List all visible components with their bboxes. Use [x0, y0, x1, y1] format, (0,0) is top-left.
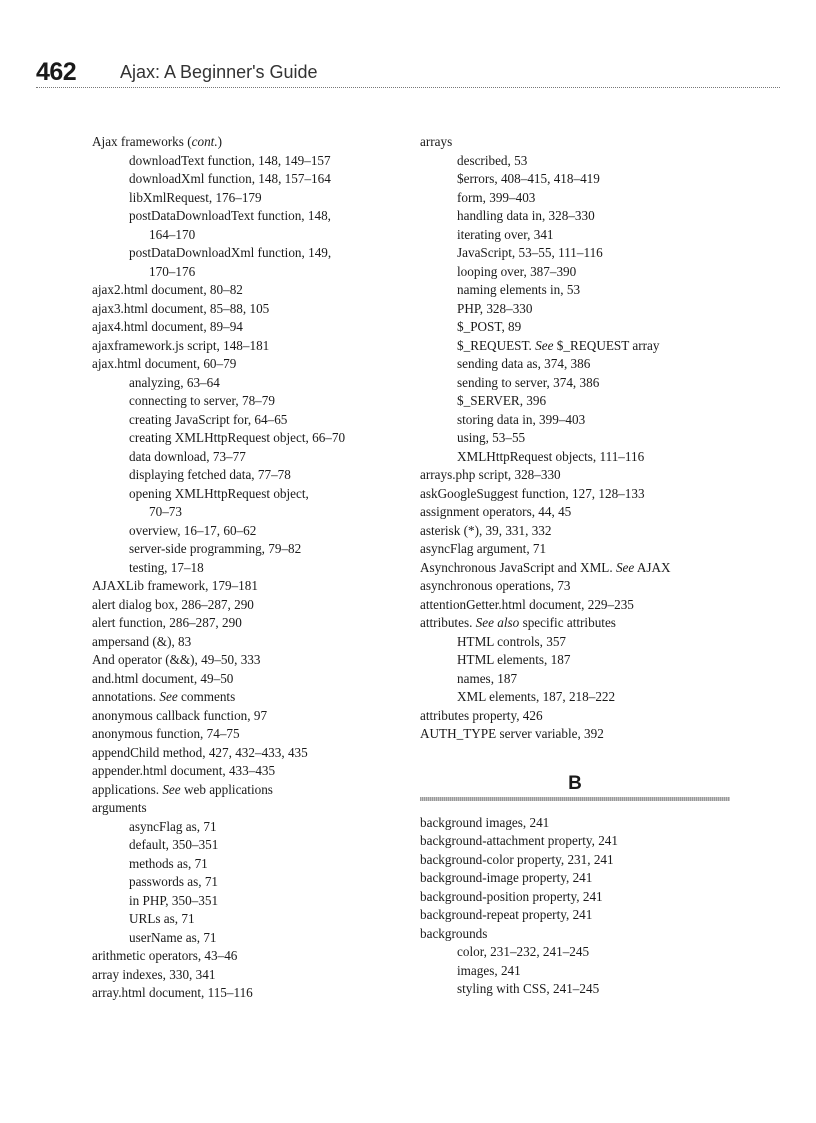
entry-text: naming elements in, 53	[457, 282, 581, 297]
entry-text: HTML elements, 187	[457, 652, 571, 667]
index-entry	[420, 596, 730, 615]
index-subentry	[420, 633, 730, 652]
entry-text: asyncFlag argument, 71	[420, 541, 547, 556]
entry-text: 164–170	[149, 226, 196, 242]
index-subentry	[92, 855, 392, 874]
entry-text: askGoogleSuggest function, 127, 128–133	[420, 485, 645, 501]
entry-text: sending data as, 374, 386	[457, 356, 591, 371]
entry-reference-target: AJAX	[634, 559, 671, 575]
index-subentry	[92, 374, 392, 393]
entry-text: alert dialog box, 286–287, 290	[92, 596, 254, 612]
index-subentry	[92, 485, 392, 504]
entry-text: postDataDownloadText function, 148,	[129, 208, 331, 223]
entry-text: analyzing, 63–64	[129, 374, 220, 390]
entry-text: creating JavaScript for, 64–65	[129, 411, 288, 427]
entry-text: postDataDownloadXml function, 149,	[129, 245, 332, 260]
entry-text: And operator (&&), 49–50, 333	[92, 652, 261, 667]
index-subentry	[420, 355, 730, 374]
entry-text: described, 53	[457, 152, 528, 168]
entry-text: backgrounds	[420, 925, 488, 941]
entry-text: looping over, 387–390	[457, 263, 577, 279]
entry-text: asynchronous operations, 73	[420, 578, 571, 593]
index-subentry	[92, 929, 392, 948]
index-entry	[420, 485, 730, 504]
index-subentry	[420, 429, 730, 448]
index-subentry	[420, 300, 730, 319]
entry-text: asterisk (*), 39, 331, 332	[420, 522, 552, 538]
entry-text: array indexes, 330, 341	[92, 966, 216, 982]
entry-text: testing, 17–18	[129, 559, 204, 575]
entry-text: libXmlRequest, 176–179	[129, 189, 262, 205]
entry-text: arithmetic operators, 43–46	[92, 948, 238, 963]
index-subentry	[420, 980, 730, 999]
index-subentry	[92, 466, 392, 485]
index-column-right	[420, 133, 730, 999]
index-subentry	[420, 688, 730, 707]
index-entry	[92, 596, 392, 615]
index-subentry	[420, 943, 730, 962]
entry-text: ajax3.html document, 85–88, 105	[92, 300, 270, 316]
index-subentry	[92, 873, 392, 892]
entry-text: data download, 73–77	[129, 448, 246, 464]
section-b-entries	[420, 814, 730, 999]
index-column-left	[92, 133, 392, 1003]
index-entry	[420, 906, 730, 925]
entry-text: 70–73	[149, 504, 182, 519]
entry-text: arrays	[420, 134, 453, 149]
index-entry	[420, 851, 730, 870]
index-subentry	[420, 152, 730, 171]
index-entry	[92, 651, 392, 670]
entry-text: background-repeat property, 241	[420, 907, 593, 922]
entry-text: appendChild method, 427, 432–433, 435	[92, 744, 308, 760]
index-subentry	[92, 503, 392, 522]
index-entry	[92, 300, 392, 319]
index-entry	[92, 577, 392, 596]
entry-text: arrays.php script, 328–330	[420, 467, 561, 482]
index-subentry	[92, 226, 392, 245]
entry-text: handling data in, 328–330	[457, 208, 595, 223]
entry-text: anonymous function, 74–75	[92, 726, 240, 741]
entry-text: passwords as, 71	[129, 874, 219, 889]
entry-text: asyncFlag as, 71	[129, 818, 217, 834]
index-entry	[420, 888, 730, 907]
entry-text: overview, 16–17, 60–62	[129, 522, 257, 538]
index-entry	[92, 966, 392, 985]
entry-text: XMLHttpRequest objects, 111–116	[457, 448, 645, 464]
entry-text: PHP, 328–330	[457, 300, 533, 316]
book-title: Ajax: A Beginner's Guide	[120, 62, 318, 82]
running-head	[36, 56, 780, 88]
entry-text: and.html document, 49–50	[92, 670, 234, 686]
index-subentry	[92, 170, 392, 189]
entry-reference-target: comments	[177, 689, 236, 704]
entry-text: $_SERVER, 396	[457, 393, 547, 408]
index-subentry	[420, 651, 730, 670]
cross-reference: See	[615, 559, 635, 575]
entry-text: displaying fetched data, 77–78	[129, 467, 291, 482]
section-divider	[420, 797, 730, 801]
index-subentry	[420, 962, 730, 981]
section-letter-b: B	[568, 772, 582, 794]
entry-text: XML elements, 187, 218–222	[457, 689, 616, 704]
entry-text: background images, 241	[420, 814, 550, 830]
index-entry	[92, 318, 392, 337]
entry-text: server-side programming, 79–82	[129, 541, 302, 556]
index-subentry	[420, 189, 730, 208]
entry-text: names, 187	[457, 670, 518, 686]
index-subentry	[92, 244, 392, 263]
index-subentry	[92, 207, 392, 226]
index-entry	[92, 984, 392, 1003]
index-entry	[92, 744, 392, 763]
index-subentry	[92, 540, 392, 559]
cross-reference: See	[162, 781, 181, 797]
cross-reference: See	[159, 689, 178, 704]
header-dotted-rule	[36, 87, 780, 88]
index-entry	[92, 947, 392, 966]
index-entry	[420, 614, 730, 633]
index-entry	[92, 781, 392, 800]
index-subentry	[420, 411, 730, 430]
entry-text: $_POST, 89	[457, 319, 522, 334]
index-entry	[92, 633, 392, 652]
entry-text: attentionGetter.html document, 229–235	[420, 596, 634, 612]
entry-text: storing data in, 399–403	[457, 411, 586, 427]
index-entry	[420, 725, 730, 744]
cross-reference: See also	[475, 615, 520, 630]
index-subentry	[92, 836, 392, 855]
entry-text: array.html document, 115–116	[92, 985, 253, 1000]
index-subentry	[92, 818, 392, 837]
entry-text: background-attachment property, 241	[420, 833, 618, 848]
index-entry	[92, 670, 392, 689]
index-subentry	[420, 448, 730, 467]
entry-text: styling with CSS, 241–245	[457, 981, 600, 996]
index-subentry	[420, 670, 730, 689]
section-a-continued	[420, 133, 730, 744]
entry-text: sending to server, 374, 386	[457, 374, 600, 390]
index-entry	[420, 577, 730, 596]
entry-reference-target: specific attributes	[519, 615, 616, 630]
entry-text: URLs as, 71	[129, 911, 195, 926]
index-entry	[420, 540, 730, 559]
entry-text: arguments	[92, 800, 147, 815]
index-subentry	[420, 318, 730, 337]
index-subentry	[92, 189, 392, 208]
entry-reference-target: web applications	[180, 781, 273, 797]
index-subentry	[420, 207, 730, 226]
index-subentry	[420, 244, 730, 263]
index-entry	[92, 725, 392, 744]
entry-text: Asynchronous JavaScript and XML.	[420, 559, 616, 575]
index-subentry	[420, 226, 730, 245]
index-subentry	[92, 263, 392, 282]
entry-text: background-color property, 231, 241	[420, 851, 614, 867]
index-subentry	[420, 263, 730, 282]
entry-text: ajaxframework.js script, 148–181	[92, 337, 270, 353]
index-subentry	[92, 522, 392, 541]
entry-text: userName as, 71	[129, 929, 217, 945]
entry-text: JavaScript, 53–55, 111–116	[457, 245, 603, 260]
entry-text: in PHP, 350–351	[129, 892, 219, 908]
entry-text: attributes property, 426	[420, 707, 543, 723]
index-subentry	[92, 448, 392, 467]
entry-text: 170–176	[149, 263, 196, 279]
index-entry	[92, 355, 392, 374]
index-subentry	[420, 374, 730, 393]
entry-text: methods as, 71	[129, 855, 208, 871]
index-entry	[92, 337, 392, 356]
entry-text: default, 350–351	[129, 837, 219, 852]
entry-reference-target: $_REQUEST array	[553, 337, 660, 353]
cross-reference: See	[535, 337, 554, 353]
entry-text: HTML controls, 357	[457, 633, 567, 649]
index-subentry	[420, 170, 730, 189]
entry-text: appender.html document, 433–435	[92, 763, 276, 778]
index-subentry	[92, 429, 392, 448]
index-entry	[92, 281, 392, 300]
index-subentry	[92, 892, 392, 911]
index-entry	[420, 707, 730, 726]
entry-text: color, 231–232, 241–245	[457, 944, 590, 959]
entry-text: AUTH_TYPE server variable, 392	[420, 726, 604, 741]
entry-text: ampersand (&), 83	[92, 633, 192, 649]
entry-text: annotations.	[92, 689, 160, 704]
index-entry	[92, 133, 392, 152]
index-entry	[92, 762, 392, 781]
index-entry	[420, 925, 730, 944]
entry-text: images, 241	[457, 962, 521, 978]
index-subentry	[92, 559, 392, 578]
index-subentry	[92, 152, 392, 171]
index-entry	[420, 559, 730, 578]
entry-text: ajax2.html document, 80–82	[92, 282, 243, 297]
cross-reference: cont.	[191, 134, 218, 149]
entry-text: downloadText function, 148, 149–157	[129, 152, 331, 168]
index-entry	[420, 466, 730, 485]
entry-text: downloadXml function, 148, 157–164	[129, 171, 331, 186]
entry-text: creating XMLHttpRequest object, 66–70	[129, 430, 346, 445]
index-subentry	[92, 411, 392, 430]
entry-text: iterating over, 341	[457, 226, 554, 242]
entry-text: ajax4.html document, 89–94	[92, 319, 243, 334]
entry-reference-target: )	[217, 134, 223, 149]
index-subentry	[420, 281, 730, 300]
index-entry	[92, 799, 392, 818]
entry-text: $_REQUEST.	[457, 337, 536, 353]
index-entry	[420, 814, 730, 833]
entry-text: AJAXLib framework, 179–181	[92, 578, 258, 593]
entry-text: attributes.	[420, 615, 476, 630]
entry-text: anonymous callback function, 97	[92, 707, 268, 723]
entry-text: using, 53–55	[457, 430, 526, 445]
index-subentry	[420, 337, 730, 356]
entry-text: $errors, 408–415, 418–419	[457, 171, 600, 186]
page-number: 462	[36, 58, 77, 86]
entry-text: opening XMLHttpRequest object,	[129, 485, 309, 501]
entry-text: ajax.html document, 60–79	[92, 356, 237, 371]
entry-text: applications.	[92, 781, 163, 797]
entry-text: background-position property, 241	[420, 888, 603, 904]
entry-text: connecting to server, 78–79	[129, 393, 275, 408]
index-entry	[92, 614, 392, 633]
index-subentry	[420, 392, 730, 411]
index-entry	[92, 707, 392, 726]
index-entry	[420, 503, 730, 522]
index-entry	[420, 832, 730, 851]
index-entry	[92, 688, 392, 707]
entry-text: background-image property, 241	[420, 870, 593, 885]
index-subentry	[92, 910, 392, 929]
index-entry	[420, 522, 730, 541]
entry-text: alert function, 286–287, 290	[92, 615, 242, 630]
index-entry	[420, 869, 730, 888]
index-subentry	[92, 392, 392, 411]
entry-paren-open: (	[187, 134, 192, 149]
entry-text: assignment operators, 44, 45	[420, 504, 572, 519]
entry-text: Ajax frameworks	[92, 134, 188, 149]
entry-text: form, 399–403	[457, 189, 536, 205]
index-entry	[420, 133, 730, 152]
